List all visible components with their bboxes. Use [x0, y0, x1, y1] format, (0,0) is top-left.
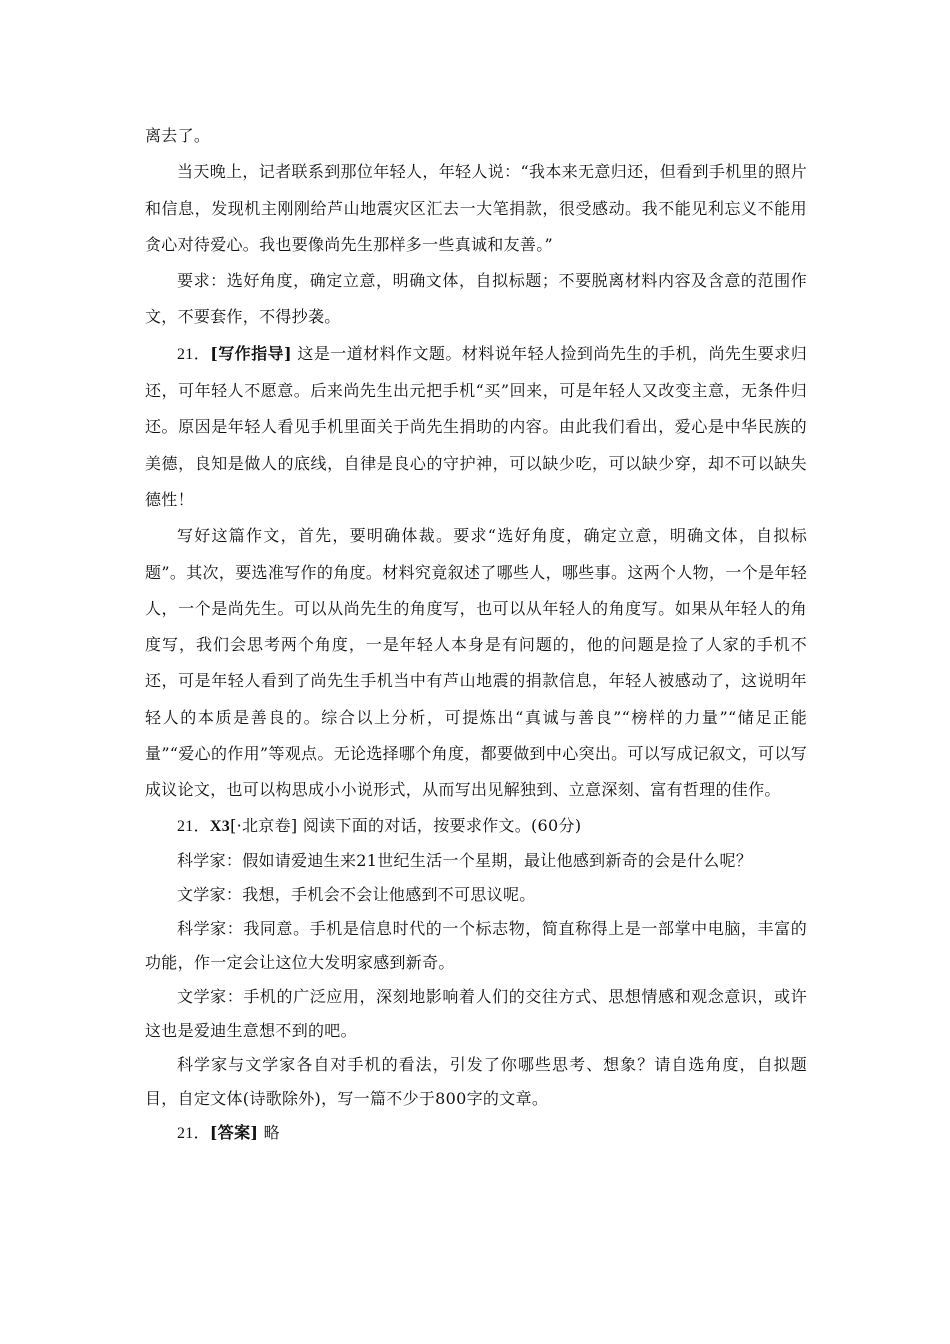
dialogue-writer-2: 文学家：手机的广泛应用，深刻地影响着人们的交往方式、思想情感和观念意识，或许这也是爱迪生意想不到的吧。 — [145, 986, 807, 1040]
question-number: 21． — [177, 1124, 210, 1142]
dialogue-writer-1: 文学家：我想，手机会不会让他感到不可思议呢。 — [177, 884, 536, 904]
paragraph-essay-instructions: 科学家与文学家各自对手机的看法，引发了你哪些思考、想象？请自选角度，自拟题目，自定文体(诗歌除外)，写一篇不少于800字的文章。 — [145, 1054, 807, 1108]
paragraph-requirements: 要求：选好角度，确定立意，明确文体，自拟标题；不要脱离材料内容及含意的范围作文，不要套作，不得抄袭。 — [145, 271, 807, 327]
question-code: X3 — [209, 817, 231, 835]
writing-guide-tag: [写作指导] — [210, 343, 292, 363]
paragraph-writing-advice: 写好这篇作文，首先，要明确体裁。要求“选好角度，确定立意，明确文体，自拟标题”。其次，要选准写作的角度。材料究竟叙述了哪些人，哪些事。这两个人物，一个是年轻人，一个是尚先生。可以从尚先生的角度写，也可以从年轻人的角度写。如果从年轻人的角度写，我们会思考两个角度，一是年轻人本身是有问题的，他的问题是捡了人家的手机不还，可是年轻人看到了尚先生手机当中有芦山地震的捐款信息，年轻人被感动了，这说明年轻人的本质是善良的。综合以上分析，可提炼出“真诚与善良”“榜样的力量”“储足正能量”“爱心的作用”等观点。无论选择哪个角度，都要做到中心突出。可以写成记叙文，可以写成议论文，也可以构思成小小说形式，从而写出见解独到、立意深刻、富有哲理的佳作。 — [145, 526, 807, 800]
document-page — [145, 118, 807, 1151]
writing-guide-text: 这是一道材料作文题。材料说年轻人捡到尚先生的手机，尚先生要求归还，可年轻人不愿意。后来尚先生出元把手机“买”回来，可是年轻人又改变主意，无条件归还。原因是年轻人看见手机里面关于尚先生捐助的内容。由此我们看出，爱心是中华民族的美德，良知是做人的底线，自律是良心的守护神，可以缺少吃，可以缺少穿，却不可以缺失德性！ — [145, 343, 807, 509]
dialogue-scientist-1: 科学家：假如请爱迪生来21世纪生活一个星期，最让他感到新奇的会是什么呢？ — [177, 850, 753, 870]
question-prompt-text: [·北京卷] 阅读下面的对话，按要求作文。(60分) — [230, 815, 582, 835]
paragraph-answer — [145, 1116, 807, 1151]
paragraph-writing-guide — [145, 336, 807, 518]
paragraph-beijing-question — [145, 809, 807, 844]
answer-tag: [答案] — [209, 1122, 259, 1142]
question-number: 21． — [177, 345, 211, 363]
paragraph-continuation: 离去了。 — [145, 126, 211, 145]
answer-text: 略 — [258, 1122, 280, 1142]
paragraph-young-man-quote: 当天晚上，记者联系到那位年轻人，年轻人说：“我本来无意归还，但看到手机里的照片和信息，发现机主刚刚给芦山地震灾区汇去一大笔捐款，很受感动。我不能见利忘义不能用贪心对待爱心。我也要像尚先生那样多一些真诚和友善。” — [145, 162, 807, 254]
dialogue-scientist-2: 科学家：我同意。手机是信息时代的一个标志物，简直称得上是一部掌中电脑，丰富的功能，作一定会让这位大发明家感到新奇。 — [145, 918, 807, 972]
question-number: 21． — [177, 817, 210, 835]
